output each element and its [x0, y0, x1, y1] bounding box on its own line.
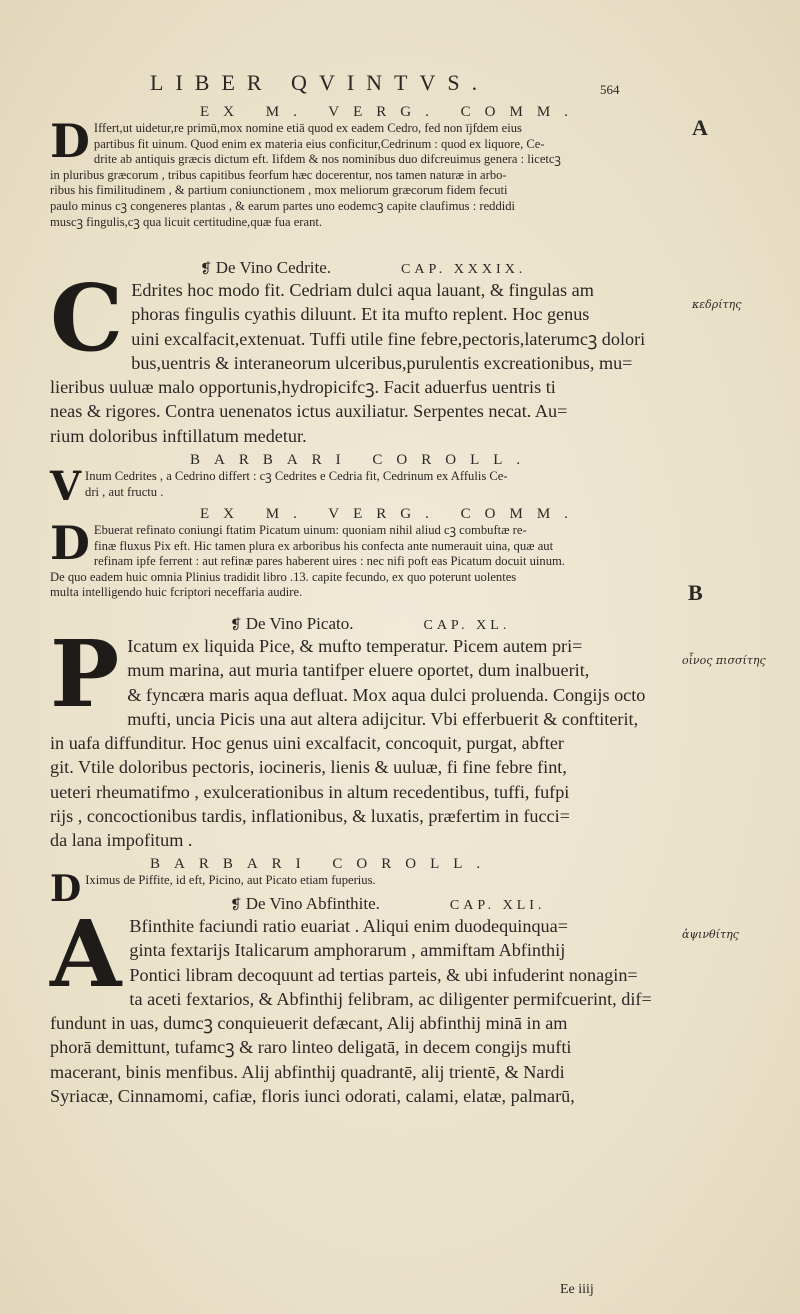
- text-line: paulo minus cꝫ congeneres plantas , & earum partes uno eodemcꝫ capite claufimus : reddidi: [50, 198, 516, 213]
- text-line: ta aceti fextarios, & Abfinthij felibram, ac diligenter permifcuerint, dif=: [129, 988, 652, 1009]
- text-line: multa intelligendo huic fcriptori neceffaria audire.: [50, 585, 303, 600]
- margin-greek-kedrites: κεδρίτης: [692, 298, 742, 311]
- chapter-number: CAP. XL.: [423, 618, 511, 633]
- chapter-title: De Vino Picato.: [245, 614, 354, 633]
- text-line: mufti, uncia Picis una aut altera adijcitur. Vbi efferbuerit & conftiterit,: [127, 708, 639, 729]
- margin-greek-pissites: οἶνος πισσίτης: [682, 654, 766, 667]
- text-line: finæ fluxus Pix eft. Hic tamen plura ex arboribus his confecta ante numerauit uina, quæ aut: [93, 538, 554, 553]
- section-heading: BARBARI COROLL.: [150, 856, 495, 872]
- chapter-number: CAP. XXXIX.: [401, 262, 527, 277]
- text-line: ueteri rheumatifmo , exulcerationibus in altum recedentibus, tuffi, fufpi: [50, 781, 570, 802]
- text-line: Inum Cedrites , a Cedrino differt : cꝫ Cedrites e Cedria fit, Cedrinum ex Affulis Ce-: [85, 469, 508, 483]
- text-line: muscꝫ fingulis,cꝫ qua licuit certitudine,quæ fua erant.: [50, 214, 323, 229]
- text-line: ribus his fimilitudinem , & partium coniunctionem , mox meliorum græcorum fidem fecuti: [50, 183, 508, 198]
- drop-capital: P: [50, 620, 120, 728]
- drop-capital: C: [50, 264, 124, 372]
- chapter-heading: [200, 258, 680, 278]
- section-heading: BARBARI COROLL.: [190, 452, 535, 468]
- text-line: phoras fingulis cyathis diluunt. Et ita mufto replent. Hoc genus: [131, 304, 590, 325]
- section-verg-comm-2: [50, 506, 680, 601]
- text-line: & fyncæra maris aqua defluat. Mox aqua dulci proluenda. Congijs octo: [127, 684, 646, 705]
- section-body: [50, 114, 680, 230]
- drop-capital: A: [50, 900, 122, 1008]
- margin-greek-apsinthites: ἀψινθίτης: [682, 928, 739, 941]
- section-barbari-coroll-1: [50, 452, 680, 510]
- chapter-heading: [230, 894, 680, 914]
- chapter-39: [50, 258, 680, 448]
- chapter-title: De Vino Abfinthite.: [245, 894, 380, 913]
- section-heading: EX M. VERG. COMM.: [200, 104, 582, 120]
- chapter-number: CAP. XLI.: [449, 898, 546, 913]
- chapter-40: [50, 614, 680, 853]
- drop-capital: D: [50, 516, 90, 570]
- text-line: git. Vtile doloribus pectoris, iocineris, lienis & uuluæ, fi fine febre fint,: [50, 757, 567, 778]
- chapter-41: [50, 894, 680, 1108]
- text-line: Iximus de Piffite, id eft, Picino, aut Picato etiam fuperius.: [85, 873, 376, 887]
- text-line: rium doloribus inftillatum medetur.: [50, 425, 307, 446]
- folio-number: 564: [600, 82, 620, 97]
- text-line: lieribus uuluæ malo opportunis,hydropicifcꝫ. Facit aduerfus uentris ti: [50, 377, 556, 398]
- section-verg-comm-1: [50, 104, 680, 230]
- text-line: dri , aut fructu .: [85, 484, 164, 499]
- text-line: uini excalfacit,extenuat. Tuffi utile fine febre,pectoris,laterumcꝫ dolori: [131, 328, 646, 349]
- chapter-title: De Vino Cedrite.: [215, 258, 332, 277]
- text-line: ginta fextarijs Italicarum amphorarum , ammiftam Abfinthij: [129, 940, 566, 961]
- text-line: bus,uentris & interaneorum ulceribus,purulentis excreationibus, mu=: [131, 352, 633, 373]
- text-line: drite ab antiquis græcis dictum eft. Iifdem & nos nominibus duo difcreuimus genera : licetcꝫ: [93, 152, 561, 167]
- text-line: rijs , concoctionibus tardis, inflationibus, & luxatis, præfertim in fucci=: [50, 806, 570, 827]
- chapter-heading: [230, 614, 680, 634]
- text-line: macerant, binis menfibus. Alij abfinthij quadrantē, alij trientē, & Nardi: [50, 1061, 565, 1082]
- text-line: Syriacæ, Cinnamomi, cafiæ, floris iunci odorati, calami, elatæ, palmarū,: [50, 1086, 575, 1107]
- text-line: Edrites hoc modo fit. Cedriam dulci aqua lauant, & fingulas am: [131, 280, 594, 300]
- text-line: neas & rigores. Contra uenenatos ictus auxiliatur. Serpentes necat. Au=: [50, 401, 568, 422]
- text-line: in pluribus græcorum , tribus capitibus feorfum hæc docerentur, nos tamen naturæ in arbo-: [50, 167, 507, 182]
- pilcrow-icon: ❡: [230, 618, 242, 633]
- section-body: [50, 463, 680, 510]
- catchword: Ee iiij: [560, 1282, 594, 1297]
- text-line: partibus fit uinum. Quod enim ex materia eius conficitur,Cedrinum : quod ex liquore, Ce-: [93, 136, 545, 151]
- running-title: LIBER QVINTVS.: [150, 70, 490, 95]
- text-line: Icatum ex liquida Pice, & mufto temperatur. Picem autem pri=: [127, 636, 583, 656]
- text-line: fundunt in uas, dumcꝫ conquieuerit defæcant, Alij abfinthij minā in am: [50, 1013, 568, 1034]
- margin-letter-b: B: [688, 580, 703, 605]
- text-line: De quo eadem huic omnia Plinius tradidit libro .13. capite fecundo, ex quo poterunt uolentes: [50, 569, 517, 584]
- text-line: mum marina, aut muria tantifper eluere oportet, dum inalbuerit,: [127, 660, 590, 681]
- text-line: Pontici libram decoquunt ad tertias parteis, & ubi infuderint nonagin=: [129, 964, 638, 985]
- text-line: Iffert,ut uidetur,re primū,mox nomine etiā quod ex eadem Cedro, fed non ījfdem eius: [93, 121, 522, 135]
- text-line: Bfinthite faciundi ratio euariat . Aliqui enim duodequinqua=: [129, 916, 568, 936]
- text-line: phorā demittunt, tufamcꝫ & raro linteo deligatā, in decem congijs mufti: [50, 1037, 572, 1058]
- text-line: refinam ipfe ferrent : aut refinæ pares haberent uires : nec nifi poft eas Picatum docuit uinum.: [93, 554, 565, 569]
- text-line: Ebuerat refinato coniungi ftatim Picatum uinum: quoniam nihil aliud cꝫ combuftæ re-: [93, 523, 527, 537]
- margin-letter-a: A: [692, 115, 708, 140]
- drop-capital: V: [50, 463, 82, 510]
- pilcrow-icon: ❡: [200, 262, 212, 277]
- text-line: da lana impofitum .: [50, 830, 193, 851]
- pilcrow-icon: ❡: [230, 898, 242, 913]
- section-heading: EX M. VERG. COMM.: [200, 506, 582, 522]
- drop-capital: D: [50, 114, 90, 168]
- text-line: in uafa diffunditur. Hoc genus uini excalfacit, concoquit, purgat, abfter: [50, 733, 564, 754]
- section-body: [50, 516, 680, 601]
- drop-capital: D: [50, 868, 82, 910]
